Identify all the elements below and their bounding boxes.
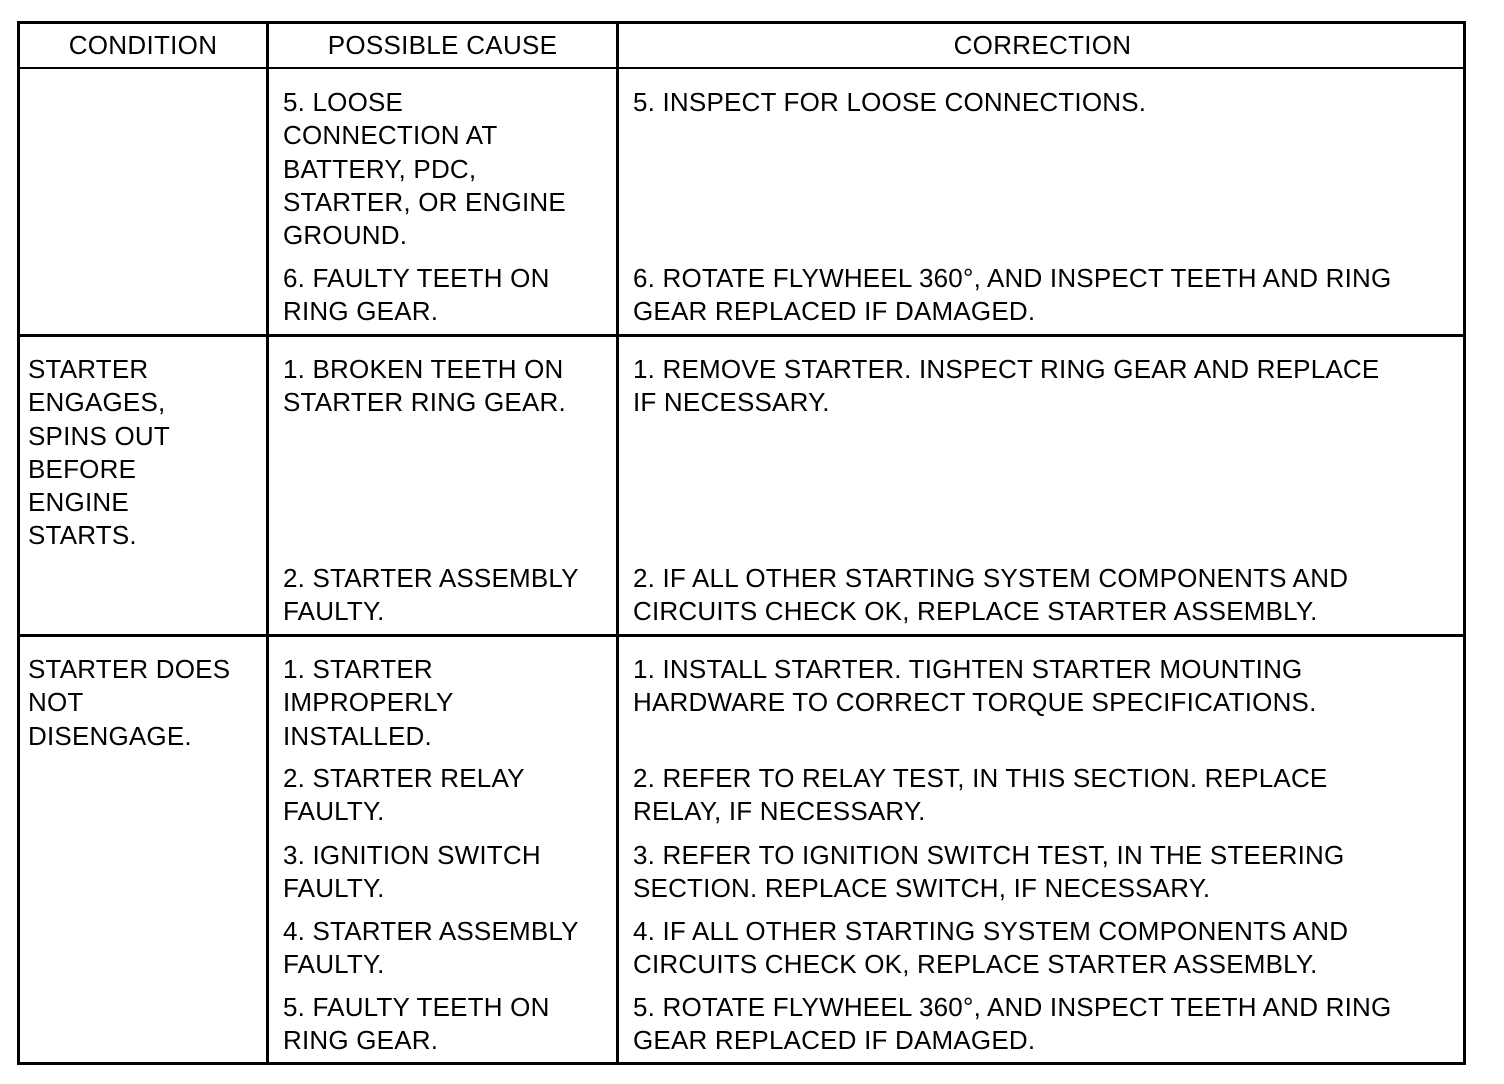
row-divider — [20, 334, 1463, 337]
correction-cell: 2. REFER TO RELAY TEST, IN THIS SECTION. REPLACE RELAY, IF NECESSARY. — [633, 763, 1328, 827]
column-divider — [266, 24, 269, 1062]
row-divider — [20, 634, 1463, 637]
cause-cell: 1. STARTER IMPROPERLY INSTALLED. — [283, 654, 454, 751]
condition-cell: STARTER ENGAGES, SPINS OUT BEFORE ENGINE STARTS. — [28, 354, 170, 551]
diagnosis-table — [17, 21, 1466, 1065]
cause-cell: 3. IGNITION SWITCH FAULTY. — [283, 840, 541, 904]
cause-cell: 2. STARTER ASSEMBLY FAULTY. — [283, 563, 579, 627]
cause-cell: 5. FAULTY TEETH ON RING GEAR. — [283, 992, 550, 1056]
column-divider — [616, 24, 619, 1062]
header-possible-cause: POSSIBLE CAUSE — [327, 30, 558, 60]
header-correction: CORRECTION — [953, 30, 1132, 60]
correction-cell: 1. INSTALL STARTER. TIGHTEN STARTER MOUNTING HARDWARE TO CORRECT TORQUE SPECIFICATIONS. — [633, 654, 1317, 718]
correction-cell: 5. INSPECT FOR LOOSE CONNECTIONS. — [633, 87, 1147, 117]
correction-cell: 2. IF ALL OTHER STARTING SYSTEM COMPONENTS AND CIRCUITS CHECK OK, REPLACE STARTER ASSEMBLY. — [633, 563, 1349, 627]
cause-cell: 6. FAULTY TEETH ON RING GEAR. — [283, 263, 550, 327]
correction-cell: 1. REMOVE STARTER. INSPECT RING GEAR AND REPLACE IF NECESSARY. — [633, 354, 1380, 418]
correction-cell: 5. ROTATE FLYWHEEL 360°, AND INSPECT TEETH AND RING GEAR REPLACED IF DAMAGED. — [633, 992, 1392, 1056]
cause-cell: 5. LOOSE CONNECTION AT BATTERY, PDC, STARTER, OR ENGINE GROUND. — [283, 87, 566, 251]
condition-cell: STARTER DOES NOT DISENGAGE. — [28, 654, 231, 751]
correction-cell: 6. ROTATE FLYWHEEL 360°, AND INSPECT TEETH AND RING GEAR REPLACED IF DAMAGED. — [633, 263, 1392, 327]
correction-cell: 3. REFER TO IGNITION SWITCH TEST, IN THE STEERING SECTION. REPLACE SWITCH, IF NECESSARY. — [633, 840, 1345, 904]
cause-cell: 1. BROKEN TEETH ON STARTER RING GEAR. — [283, 354, 566, 418]
correction-cell: 4. IF ALL OTHER STARTING SYSTEM COMPONENTS AND CIRCUITS CHECK OK, REPLACE STARTER ASSEMBLY. — [633, 916, 1349, 980]
header-divider — [20, 67, 1463, 69]
cause-cell: 4. STARTER ASSEMBLY FAULTY. — [283, 916, 579, 980]
cause-cell: 2. STARTER RELAY FAULTY. — [283, 763, 525, 827]
header-condition: CONDITION — [68, 30, 218, 60]
